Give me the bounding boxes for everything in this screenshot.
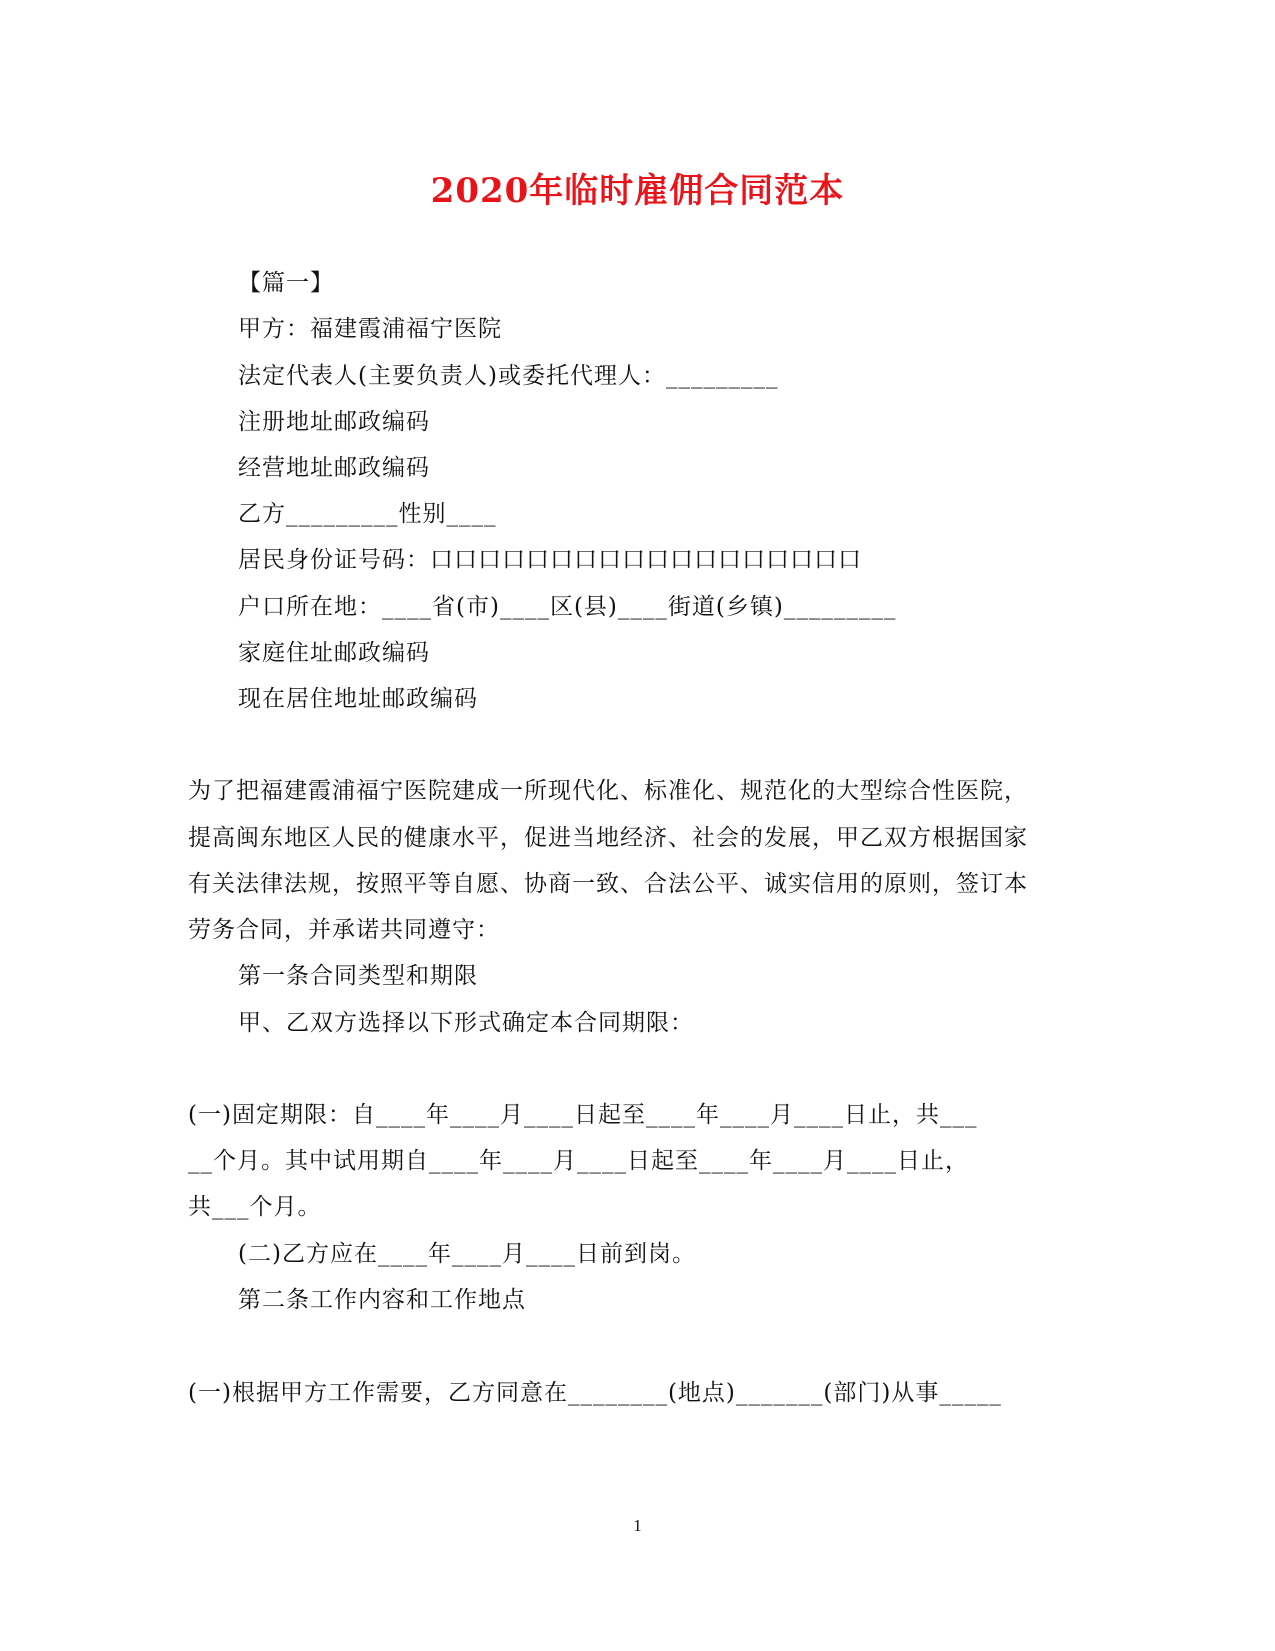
article-heading: 第一条合同类型和期限	[238, 963, 478, 989]
document-title: 2020年临时雇佣合同范本	[430, 171, 845, 211]
household-registration-line: 户口所在地：____省(市)____区(县)____街道(乡镇)_________	[238, 594, 897, 620]
party-b-line: 乙方_________性别____	[238, 501, 497, 527]
preamble-line: 提高闽东地区人民的健康水平，促进当地经济、社会的发展，甲乙双方根据国家	[188, 825, 1028, 851]
legal-representative-line: 法定代表人(主要负责人)或委托代理人：_________	[238, 363, 779, 389]
id-number-line: 居民身份证号码：口口口口口口口口口口口口口口口口口口	[238, 547, 862, 573]
page-number: 1	[633, 1516, 642, 1535]
clause-line: (二)乙方应在____年____月____日前到岗。	[238, 1241, 696, 1267]
clause-line: 共___个月。	[188, 1194, 322, 1220]
party-a-line: 甲方：福建霞浦福宁医院	[238, 316, 502, 342]
clause-line: __个月。其中试用期自____年____月____日起至____年____月____日止，	[188, 1148, 969, 1174]
article-heading: 第二条工作内容和工作地点	[238, 1287, 526, 1313]
section-heading: 【篇一】	[238, 270, 334, 296]
business-address-line: 经营地址邮政编码	[238, 455, 430, 481]
preamble-line: 为了把福建霞浦福宁医院建成一所现代化、标准化、规范化的大型综合性医院，	[188, 778, 1028, 804]
home-address-line: 家庭住址邮政编码	[238, 640, 430, 666]
clause-line: (一)固定期限：自____年____月____日起至____年____月____日止，共___	[188, 1102, 978, 1128]
preamble-line: 有关法律法规，按照平等自愿、协商一致、合法公平、诚实信用的原则，签订本	[188, 871, 1028, 897]
current-address-line: 现在居住地址邮政编码	[238, 686, 478, 712]
clause-line: (一)根据甲方工作需要，乙方同意在________(地点)_______(部门)从事_____	[188, 1380, 1002, 1406]
article-text-line: 甲、乙双方选择以下形式确定本合同期限：	[238, 1010, 694, 1036]
preamble-line: 劳务合同，并承诺共同遵守：	[188, 917, 500, 943]
registered-address-line: 注册地址邮政编码	[238, 409, 430, 435]
